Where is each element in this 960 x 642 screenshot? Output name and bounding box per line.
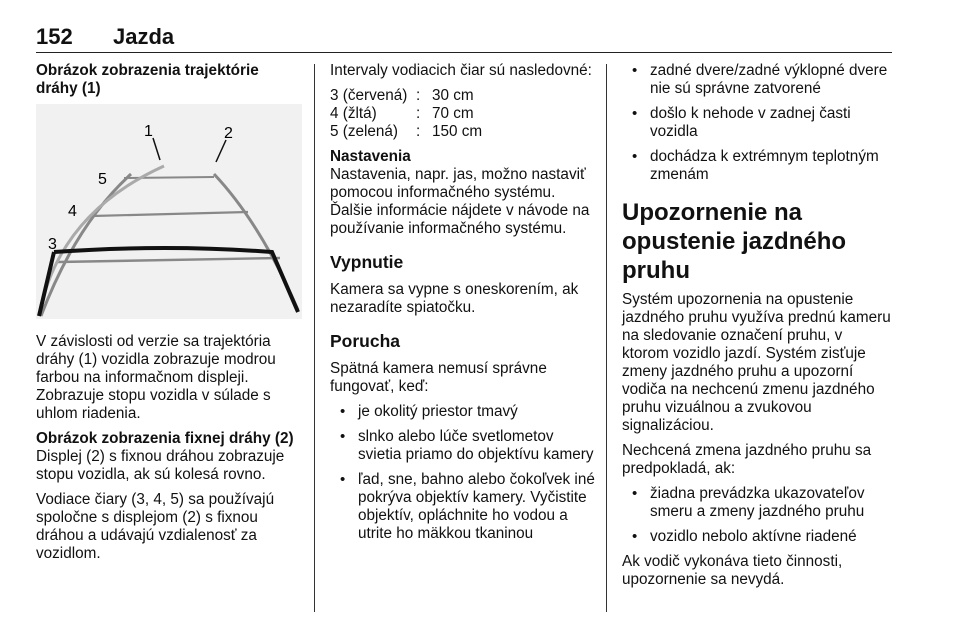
column-2: [330, 62, 600, 550]
switch-off-heading: Vypnutie: [330, 252, 404, 272]
list-item: • je okolitý priestor tmavý: [330, 403, 600, 421]
figure-label-4: 4: [68, 203, 77, 220]
guide-line-5: [124, 177, 214, 178]
lane-change-conditions: [622, 485, 892, 546]
intervals-table: [330, 87, 600, 141]
dynamic-trajectory: [39, 166, 164, 316]
fault-list: [330, 403, 600, 543]
figure-label-2: 2: [224, 125, 233, 142]
interval-label: 3 (červená): [330, 87, 408, 104]
figure-label-5: 5: [98, 171, 107, 188]
column-divider-1: [314, 64, 315, 612]
list-item: • zadné dvere/zadné výklopné dvere nie sú správne zatvorené: [622, 62, 892, 98]
interval-separator: :: [416, 105, 421, 122]
interval-row: [330, 105, 600, 123]
list-item: • ľad, sne, bahno alebo čokoľvek iné pokrýva objektív kamery. Vyčistite objektív, opláchnite ho vodou a utrite ho mäkkou tkaninou: [330, 471, 600, 543]
fixed-path-right: [214, 174, 298, 310]
list-item: • dochádza k extrémnym teplotným zmenám: [622, 148, 892, 184]
list-item: • žiadna prevádzka ukazovateľov smeru a zmeny jazdného pruhu: [622, 485, 892, 521]
column-divider-2: [606, 64, 607, 612]
trajectory-heading: Obrázok zobrazenia trajektórie dráhy (1): [36, 62, 259, 97]
interval-separator: :: [416, 123, 421, 140]
interval-label: 5 (zelená): [330, 123, 399, 140]
lane-departure-paragraph: Systém upozornenia na opustenie jazdného pruhu využíva prednú kameru na sledovanie označení pruhu, v ktorom vozidlo jazdí. Systém zisťuje zmeny jazdného pruhu a upozorní vodiča na nechcenú zmenu jazdného pruhu vizuálnou a zvukovou signalizáciou.: [622, 291, 891, 434]
list-item: • vozidlo nebolo aktívne riadené: [622, 528, 892, 546]
guide-line-3: [58, 258, 280, 262]
settings-paragraph: Nastavenia, napr. jas, možno nastaviť pomocou informačného systému. Ďalšie informácie nájdete v návode na používanie informačného systému.: [330, 166, 590, 237]
no-warning-paragraph: Ak vodič vykonáva tieto činnosti, upozornenie sa nevydá.: [622, 553, 843, 588]
interval-label: 4 (žltá): [330, 105, 377, 122]
settings-heading: Nastavenia: [330, 148, 411, 165]
fault-list-continued: [622, 62, 892, 184]
chapter-title: Jazda: [113, 24, 175, 49]
leader-2: [216, 140, 226, 162]
guideline-diagram: [36, 104, 302, 319]
fixed-path-heading: Obrázok zobrazenia fixnej dráhy (2): [36, 430, 294, 447]
figure-label-1: 1: [144, 123, 153, 140]
lane-departure-heading: Upozornenie na opustenie jazdného pruhu: [622, 199, 847, 284]
column-1: [36, 62, 302, 570]
bumper-left: [39, 252, 54, 316]
interval-value: 70 cm: [432, 105, 474, 122]
fault-intro: Spätná kamera nemusí správne fungovať, keď:: [330, 360, 547, 395]
intervals-intro: Intervaly vodiacich čiar sú nasledovné:: [330, 62, 592, 79]
list-item: • slnko alebo lúče svetlometov svietia priamo do objektívu kamery: [330, 428, 600, 464]
interval-row: [330, 87, 600, 105]
switch-off-paragraph: Kamera sa vypne s oneskorením, ak nezaradíte spiatočku.: [330, 281, 579, 316]
figure-label-3: 3: [48, 236, 57, 253]
interval-row: [330, 123, 600, 141]
interval-separator: :: [416, 87, 421, 104]
leader-1: [153, 138, 160, 160]
fault-heading: Porucha: [330, 331, 401, 351]
rear-camera-figure: [36, 104, 302, 319]
interval-value: 30 cm: [432, 87, 474, 104]
interval-value: 150 cm: [432, 123, 483, 140]
page-number: 152: [36, 24, 73, 49]
trajectory-paragraph: V závislosti od verzie sa trajektória dráhy (1) vozidla zobrazuje modrou farbou na informačnom displeji. Zobrazuje stopu vozidla v súlade s uhlom riadenia.: [36, 333, 276, 422]
guide-line-4: [92, 212, 248, 216]
fixed-path-paragraph: Displej (2) s fixnou dráhou zobrazuje stopu vozidla, ak sú kolesá rovno.: [36, 448, 285, 483]
list-item: • došlo k nehode v zadnej časti vozidla: [622, 105, 892, 141]
guidelines-paragraph: Vodiace čiary (3, 4, 5) sa používajú spoločne s displejom (2) s fixnou dráhou a udávajú vzdialenosť za vozidlom.: [36, 491, 275, 562]
page-header: [36, 22, 892, 53]
lane-change-intro: Nechcená zmena jazdného pruhu sa predpokladá, ak:: [622, 442, 872, 477]
column-3: [622, 62, 892, 596]
